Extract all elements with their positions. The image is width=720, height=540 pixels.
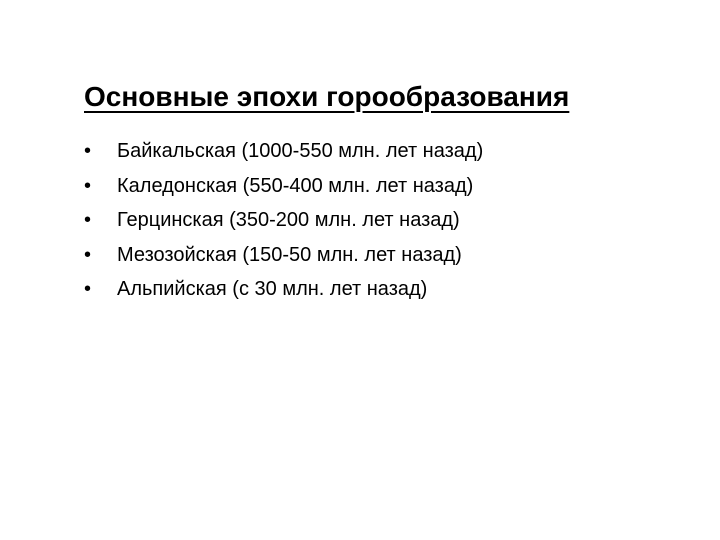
bullet-icon: • <box>84 140 92 162</box>
bullet-icon: • <box>84 209 92 231</box>
bullet-icon: • <box>84 278 92 300</box>
list-item-text: Альпийская (с 30 млн. лет назад) <box>117 278 428 300</box>
list-item-text: Байкальская (1000-550 млн. лет назад) <box>117 140 484 162</box>
list-item-text: Каледонская (550-400 млн. лет назад) <box>117 174 474 197</box>
list-item-text: Герцинская (350-200 млн. лет назад) <box>117 209 460 231</box>
bullet-icon: • <box>84 243 92 266</box>
slide-title: Основные эпохи горообразования <box>84 81 570 112</box>
bullet-icon: • <box>84 174 92 197</box>
list-item-text: Мезозойская (150-50 млн. лет назад) <box>117 243 462 266</box>
